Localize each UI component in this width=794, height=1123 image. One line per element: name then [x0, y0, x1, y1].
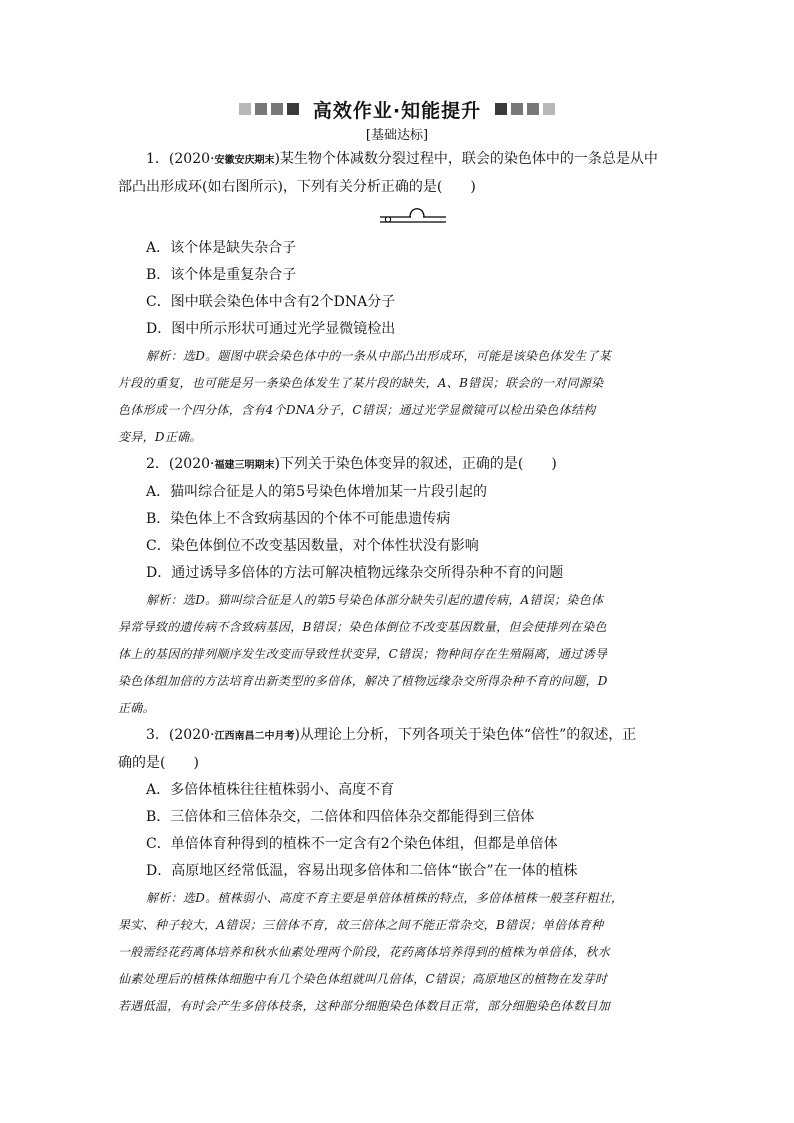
option-c: C．单倍体育种得到的植株不一定含有2个染色体组，但都是单倍体: [146, 836, 558, 852]
option-a: A．猫叫综合征是人的第5号染色体增加某一片段引起的: [146, 484, 488, 500]
analysis-line: 片段的重复，也可能是另一条染色体发生了某片段的缺失，A、B错误；联会的一对同源染: [118, 376, 604, 390]
analysis-line: 变异，D正确。: [118, 430, 202, 444]
question-source: 江西南昌二中月考: [214, 731, 295, 742]
option-b: B．染色体上不含致病基因的个体不可能患遗传病: [146, 511, 451, 527]
option-c: C．染色体倒位不改变基因数量，对个体性状没有影响: [146, 538, 479, 554]
question-stem-line: 2．(2020·福建三明期末)下列关于染色体变异的叙述，正确的是( ): [146, 456, 557, 472]
analysis-line: 正确。: [118, 701, 155, 715]
analysis-line: 解析：选D。植株弱小、高度不育主要是单倍体植株的特点，多倍体植株一般茎秆粗壮，: [146, 891, 624, 905]
question-stem-line: 3．(2020·江西南昌二中月考)从理论上分析，下列各项关于染色体“倍性”的叙述，正: [146, 727, 637, 743]
option-d: D．高原地区经常低温，容易出现多倍体和二倍体“嵌合”在一体的植株: [146, 863, 578, 879]
synapsed-chromosome-diagram: [380, 203, 446, 231]
analysis-line: 仙素处理后的植株体细胞中有几个染色体组就叫几倍体，C错误；高原地区的植物在发芽时: [118, 972, 608, 986]
analysis-line: 染色体组加倍的方法培育出新类型的多倍体，解决了植物远缘杂交所得杂种不育的问题，D: [118, 674, 608, 688]
left-decoration: [237, 100, 301, 119]
chromosome-loop-figure: [118, 201, 684, 235]
right-decoration: [493, 100, 557, 119]
option-a: A．多倍体植株往往植株弱小、高度不育: [146, 782, 395, 798]
section-title: 高效作业·知能提升: [312, 99, 482, 122]
analysis-line: 果实、种子较大，A错误；三倍体不育，故三倍体之间不能正常杂交，B错误；单倍体育种: [118, 918, 604, 932]
analysis-line: 一般需经花药离体培养和秋水仙素处理两个阶段，花药离体培养得到的植株为单倍体，秋水: [118, 945, 611, 959]
option-c: C．图中联会染色体中含有2个DNA分子: [146, 294, 396, 310]
question-stem-line: 确的是( ): [118, 755, 199, 771]
option-a: A．该个体是缺失杂合子: [146, 240, 297, 256]
question-1: [118, 146, 684, 451]
option-d: D．通过诱导多倍体的方法可解决植物远缘杂交所得杂种不育的问题: [146, 565, 564, 581]
section-subtitle: [基础达标]: [365, 128, 429, 143]
option-d: D．图中所示形状可通过光学显微镜检出: [146, 321, 396, 337]
analysis-line: 异常导致的遗传病不含致病基因，B错误；染色体倒位不改变基因数量，但会使排列在染色: [118, 620, 607, 634]
analysis-line: 色体形成一个四分体，含有4个DNA分子，C错误；通过光学显微镜可以检出染色体结构: [118, 403, 596, 417]
question-stem-line: 部凸出形成环(如右图所示)，下列有关分析正确的是( ): [118, 179, 476, 195]
analysis-line: 解析：选D。猫叫综合征是人的第5号染色体部分缺失引起的遗传病，A错误；染色体: [146, 593, 604, 607]
question-source: 福建三明期末: [214, 460, 275, 471]
section-header: [0, 96, 794, 122]
analysis-line: 若遇低温，有时会产生多倍体枝条，这种部分细胞染色体数目正常，部分细胞染色体数目加: [118, 999, 611, 1013]
question-list: [118, 146, 684, 1020]
question-2: [118, 451, 684, 722]
analysis-line: 解析：选D。题图中联会染色体中的一条从中部凸出形成环，可能是该染色体发生了某: [146, 349, 612, 363]
option-b: B．三倍体和三倍体杂交，二倍体和四倍体杂交都能得到三倍体: [146, 809, 535, 825]
question-3: [118, 722, 684, 1020]
question-stem-line: 1．(2020·安徽安庆期末)某生物个体减数分裂过程中，联会的染色体中的一条总是从中: [146, 151, 658, 167]
analysis-line: 体上的基因的排列顺序发生改变而导致性状变异，C错误；物种间存在生殖隔离，通过诱导: [118, 647, 608, 661]
option-b: B．该个体是重复杂合子: [146, 267, 297, 283]
question-source: 安徽安庆期末: [214, 155, 275, 166]
